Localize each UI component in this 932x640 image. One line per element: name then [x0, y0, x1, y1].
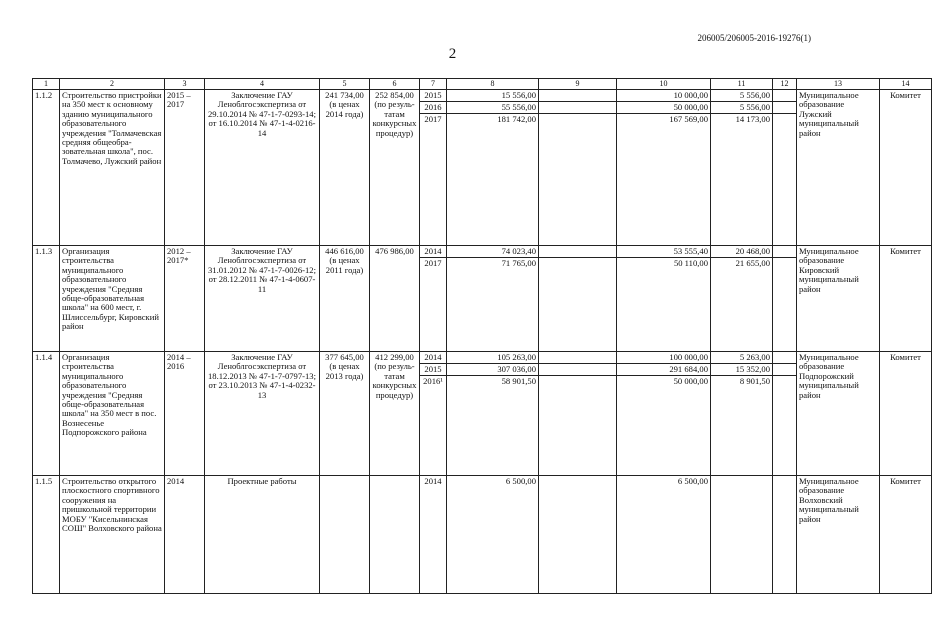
regional-amount: 100 000,00 [617, 352, 710, 364]
federal-amount [539, 476, 616, 487]
contract-cost: 412 299,00 (по резуль-татам конкурсных процедур) [370, 352, 420, 476]
other-amount-column [773, 246, 797, 352]
responsible: Комитет [880, 246, 932, 352]
federal-amount-column [539, 246, 617, 352]
column-number: 10 [617, 79, 711, 90]
period: 2012 – 2017* [165, 246, 205, 352]
year: 2014 [420, 246, 446, 258]
local-amount: 14 173,00 [735, 114, 770, 124]
local-amount: 15 352,00 [711, 364, 772, 376]
regional-amount: 291 684,00 [617, 364, 710, 376]
year: 2014 [424, 476, 442, 486]
column-number: 2 [60, 79, 165, 90]
year-column [420, 246, 447, 352]
contract-cost [370, 476, 420, 594]
local-amount-column [711, 90, 773, 246]
item-number: 1.1.4 [33, 352, 60, 476]
total-amount: 6 500,00 [505, 476, 536, 486]
federal-amount [539, 90, 616, 102]
other-amount [773, 114, 796, 126]
year: 2014 [420, 352, 446, 364]
local-amount-column [711, 246, 773, 352]
federal-amount [539, 102, 616, 114]
column-number-row [33, 79, 932, 90]
period: 2014 [165, 476, 205, 594]
column-number: 12 [773, 79, 797, 90]
program-table [32, 78, 932, 594]
year: 2017 [424, 258, 442, 268]
local-amount: 8 901,50 [739, 376, 770, 386]
recipient: Муниципальное образование Волховский муниципальный район [797, 476, 880, 594]
total-amount: 58 901,50 [501, 376, 536, 386]
local-amount-column [711, 476, 773, 594]
total-amount: 74 023,40 [447, 246, 538, 258]
regional-amount-column [617, 90, 711, 246]
total-amount: 307 036,00 [447, 364, 538, 376]
other-amount-column [773, 352, 797, 476]
item-number: 1.1.3 [33, 246, 60, 352]
recipient: Муниципальное образование Подпорожский муниципальный район [797, 352, 880, 476]
other-amount [773, 376, 796, 388]
federal-amount-column [539, 90, 617, 246]
regional-amount: 53 555,40 [617, 246, 710, 258]
page-number: 2 [448, 46, 457, 62]
year: 2015 [420, 364, 446, 376]
table-row [33, 246, 932, 352]
federal-amount-column [539, 352, 617, 476]
column-number: 7 [420, 79, 447, 90]
column-number: 5 [320, 79, 370, 90]
column-number: 11 [711, 79, 773, 90]
total-amount: 71 765,00 [501, 258, 536, 268]
total-amount: 15 556,00 [447, 90, 538, 102]
other-amount [773, 90, 796, 102]
year: 2015 [420, 90, 446, 102]
column-number: 4 [205, 79, 320, 90]
total-amount-column [447, 246, 539, 352]
local-amount: 5 263,00 [711, 352, 772, 364]
other-amount [773, 476, 796, 487]
year: 2016¹ [423, 376, 443, 386]
expertise: Заключение ГАУ Леноблгосэкспертиза от 29.10.2014 № 47-1-7-0293-14; от 16.10.2014 № 47-1-4-0216-14 [205, 90, 320, 246]
other-amount-column [773, 90, 797, 246]
other-amount [773, 246, 796, 258]
estimated-cost [320, 476, 370, 594]
total-amount-column [447, 476, 539, 594]
regional-amount: 50 110,00 [673, 258, 708, 268]
local-amount: 21 655,00 [735, 258, 770, 268]
year-column [420, 476, 447, 594]
table-row [33, 476, 932, 594]
regional-amount-column [617, 246, 711, 352]
year-column [420, 90, 447, 246]
column-number: 13 [797, 79, 880, 90]
column-number: 1 [33, 79, 60, 90]
year-column [420, 352, 447, 476]
column-number: 14 [880, 79, 932, 90]
responsible: Комитет [880, 352, 932, 476]
item-number: 1.1.2 [33, 90, 60, 246]
contract-cost: 252 854,00 (по резуль-татам конкурсных процедур) [370, 90, 420, 246]
local-amount-column [711, 352, 773, 476]
estimated-cost: 241 734,00 (в ценах 2014 года) [320, 90, 370, 246]
expertise: Заключение ГАУ Леноблгосэкспертиза от 31.01.2012 № 47-1-7-0026-12; от 28.12.2011 № 47-1-4-0607-11 [205, 246, 320, 352]
local-amount: 5 556,00 [711, 102, 772, 114]
federal-amount [539, 114, 616, 126]
other-amount [773, 258, 796, 270]
year: 2017 [424, 114, 442, 124]
local-amount [711, 476, 772, 487]
responsible: Комитет [880, 476, 932, 594]
document-id: 206005/206005-2016-19276(1) [697, 33, 811, 43]
federal-amount [539, 246, 616, 258]
responsible: Комитет [880, 90, 932, 246]
column-number: 3 [165, 79, 205, 90]
total-amount: 55 556,00 [447, 102, 538, 114]
object-name: Строительство открытого плоскостного спортивного сооружения на пришкольной территории МОБУ "Кисельнинская СОШ" Волховского района [60, 476, 165, 594]
recipient: Муниципальное образование Лужский муниципальный район [797, 90, 880, 246]
total-amount: 181 742,00 [497, 114, 536, 124]
estimated-cost: 446 616,00 (в ценах 2011 года) [320, 246, 370, 352]
regional-amount: 167 569,00 [669, 114, 708, 124]
table-row [33, 352, 932, 476]
federal-amount [539, 364, 616, 376]
other-amount [773, 364, 796, 376]
year: 2016 [420, 102, 446, 114]
table-row [33, 90, 932, 246]
regional-amount-column [617, 352, 711, 476]
total-amount: 105 263,00 [447, 352, 538, 364]
regional-amount: 50 000,00 [673, 376, 708, 386]
expertise: Проектные работы [205, 476, 320, 594]
recipient: Муниципальное образование Кировский муниципальный район [797, 246, 880, 352]
column-number: 9 [539, 79, 617, 90]
federal-amount-column [539, 476, 617, 594]
regional-amount: 50 000,00 [617, 102, 710, 114]
other-amount [773, 102, 796, 114]
estimated-cost: 377 645,00 (в ценах 2013 года) [320, 352, 370, 476]
object-name: Организация строительства муниципального образовательного учреждения "Средняя обще-образовательная школа" на 350 мест в пос. Вознесенье Подпорожского района [60, 352, 165, 476]
expertise: Заключение ГАУ Леноблгосэкспертиза от 18.12.2013 № 47-1-7-0797-13; от 23.10.2013 № 47-1-4-0232-13 [205, 352, 320, 476]
total-amount-column [447, 90, 539, 246]
object-name: Организация строительства муниципального образовательного учреждения "Средняя обще-образовательная школа" на 600 мест, г. Шлиссельбург, Кировский район [60, 246, 165, 352]
item-number: 1.1.5 [33, 476, 60, 594]
federal-amount [539, 258, 616, 270]
regional-amount: 10 000,00 [617, 90, 710, 102]
period: 2015 – 2017 [165, 90, 205, 246]
regional-amount: 6 500,00 [677, 476, 708, 486]
local-amount: 20 468,00 [711, 246, 772, 258]
regional-amount-column [617, 476, 711, 594]
other-amount [773, 352, 796, 364]
column-number: 6 [370, 79, 420, 90]
federal-amount [539, 376, 616, 388]
other-amount-column [773, 476, 797, 594]
column-number: 8 [447, 79, 539, 90]
object-name: Строительство пристройки на 350 мест к основному зданию муниципального образовательного учреждения "Толмачевская средняя общеобра-зовательная школа", пос. Толмачево, Лужский район [60, 90, 165, 246]
local-amount: 5 556,00 [711, 90, 772, 102]
period: 2014 – 2016 [165, 352, 205, 476]
contract-cost: 476 986,00 [370, 246, 420, 352]
federal-amount [539, 352, 616, 364]
total-amount-column [447, 352, 539, 476]
